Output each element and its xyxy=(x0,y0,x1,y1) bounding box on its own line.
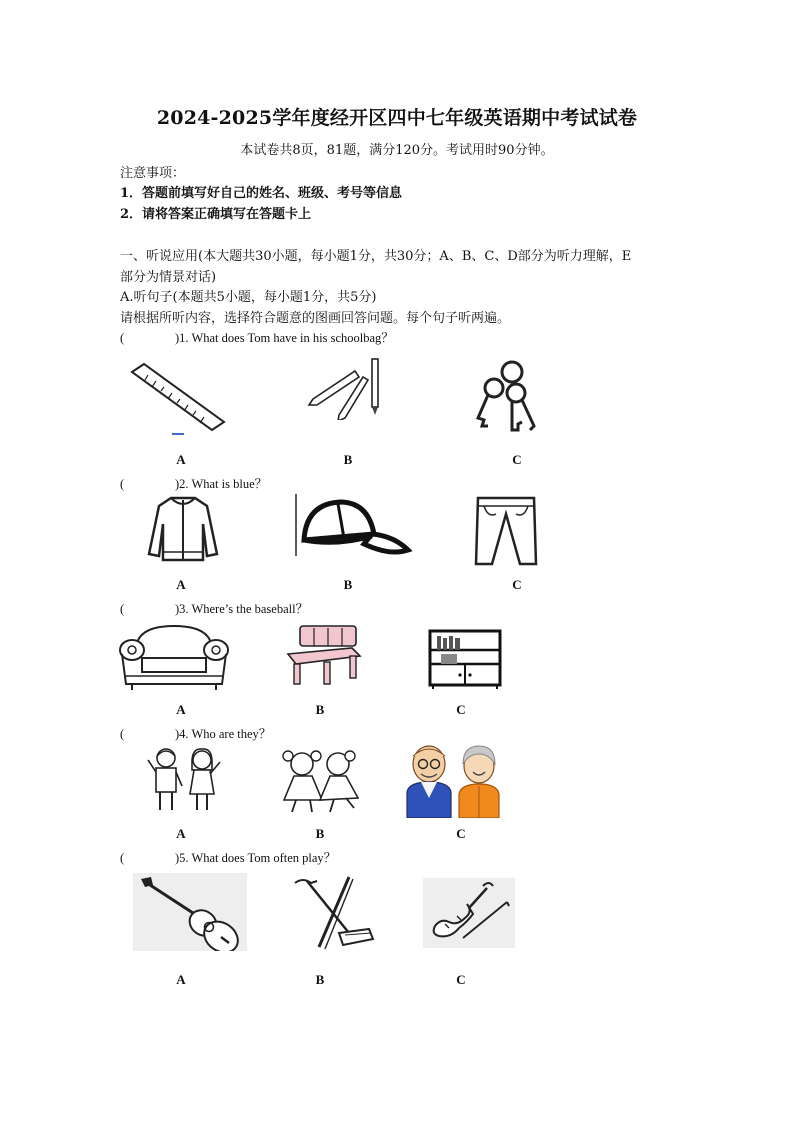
question-text: 4. Who are they？ xyxy=(179,727,272,741)
answer-blank[interactable]: ( xyxy=(120,331,125,345)
guitar-icon[interactable] xyxy=(133,873,247,951)
option-a-label: A xyxy=(176,702,186,717)
option-c-label: C xyxy=(456,702,466,717)
grandparents-icon[interactable] xyxy=(399,742,509,818)
question-1: ( )1. What does Tom have in his schoolbag？ xyxy=(120,331,394,345)
exam-info: 本试卷共8页，81题，满分120分。考试用时90分钟。 xyxy=(240,143,554,158)
two-girls-icon[interactable] xyxy=(276,748,362,814)
option-b-label: B xyxy=(315,972,325,987)
option-b-label: B xyxy=(343,452,353,467)
question-2: ( )2. What is blue？ xyxy=(120,477,268,491)
option-b-label: B xyxy=(315,702,325,717)
option-c-label: C xyxy=(456,972,466,987)
ruler-icon[interactable] xyxy=(128,360,228,435)
option-c-label: C xyxy=(512,452,522,467)
violin-icon[interactable] xyxy=(423,878,515,948)
answer-blank[interactable]: ( xyxy=(120,477,125,491)
option-c-label: C xyxy=(456,826,466,841)
pencils-icon[interactable] xyxy=(305,355,390,420)
answer-blank[interactable]: ( xyxy=(120,851,125,865)
cap-icon[interactable] xyxy=(294,494,414,564)
section-heading-line2: 部分为情景对话) xyxy=(120,270,217,285)
sofa-icon[interactable] xyxy=(118,620,230,692)
option-a-label: A xyxy=(176,972,186,987)
instruction-text: 请根据所听内容，选择符合题意的图画回答问题。每个句子听两遍。 xyxy=(120,311,511,326)
answer-blank[interactable]: ( xyxy=(120,727,125,741)
jacket-icon[interactable] xyxy=(143,494,223,564)
chair-icon[interactable] xyxy=(284,624,364,686)
page-title: 2024-2025学年度经开区四中七年级英语期中考试试卷 xyxy=(156,107,638,129)
section-heading-line1: 一、听说应用(本大题共30小题，每小题1分，共30分；A、B、C、D部分为听力理解，E xyxy=(120,249,632,264)
option-a-label: A xyxy=(176,577,186,592)
question-text: 1. What does Tom have in his schoolbag？ xyxy=(179,331,394,345)
question-4: ( )4. Who are they？ xyxy=(120,727,272,741)
option-b-label: B xyxy=(315,826,325,841)
question-text: 2. What is blue？ xyxy=(179,477,268,491)
option-a-label: A xyxy=(176,826,186,841)
boy-girl-icon[interactable] xyxy=(142,746,228,814)
note-item-1: 1．答题前填写好自己的姓名、班级、考号等信息 xyxy=(120,186,403,201)
option-c-label: C xyxy=(512,577,522,592)
question-5: ( )5. What does Tom often play？ xyxy=(120,851,337,865)
answer-blank[interactable]: ( xyxy=(120,602,125,616)
keys-icon[interactable] xyxy=(470,360,542,435)
note-item-2: 2．请将答案正确填写在答题卡上 xyxy=(120,207,312,222)
question-text: 5. What does Tom often play？ xyxy=(179,851,337,865)
pants-icon[interactable] xyxy=(470,494,542,569)
option-b-label: B xyxy=(343,577,353,592)
erhu-icon[interactable] xyxy=(293,873,379,951)
part-a-heading: A.听句子(本题共5小题，每小题1分，共5分) xyxy=(120,290,377,305)
question-3: ( )3. Where’s the baseball？ xyxy=(120,602,309,616)
notes-heading: 注意事项： xyxy=(120,166,186,181)
question-text: 3. Where’s the baseball？ xyxy=(179,602,309,616)
option-a-label: A xyxy=(176,452,186,467)
bookcase-icon[interactable] xyxy=(427,628,503,690)
